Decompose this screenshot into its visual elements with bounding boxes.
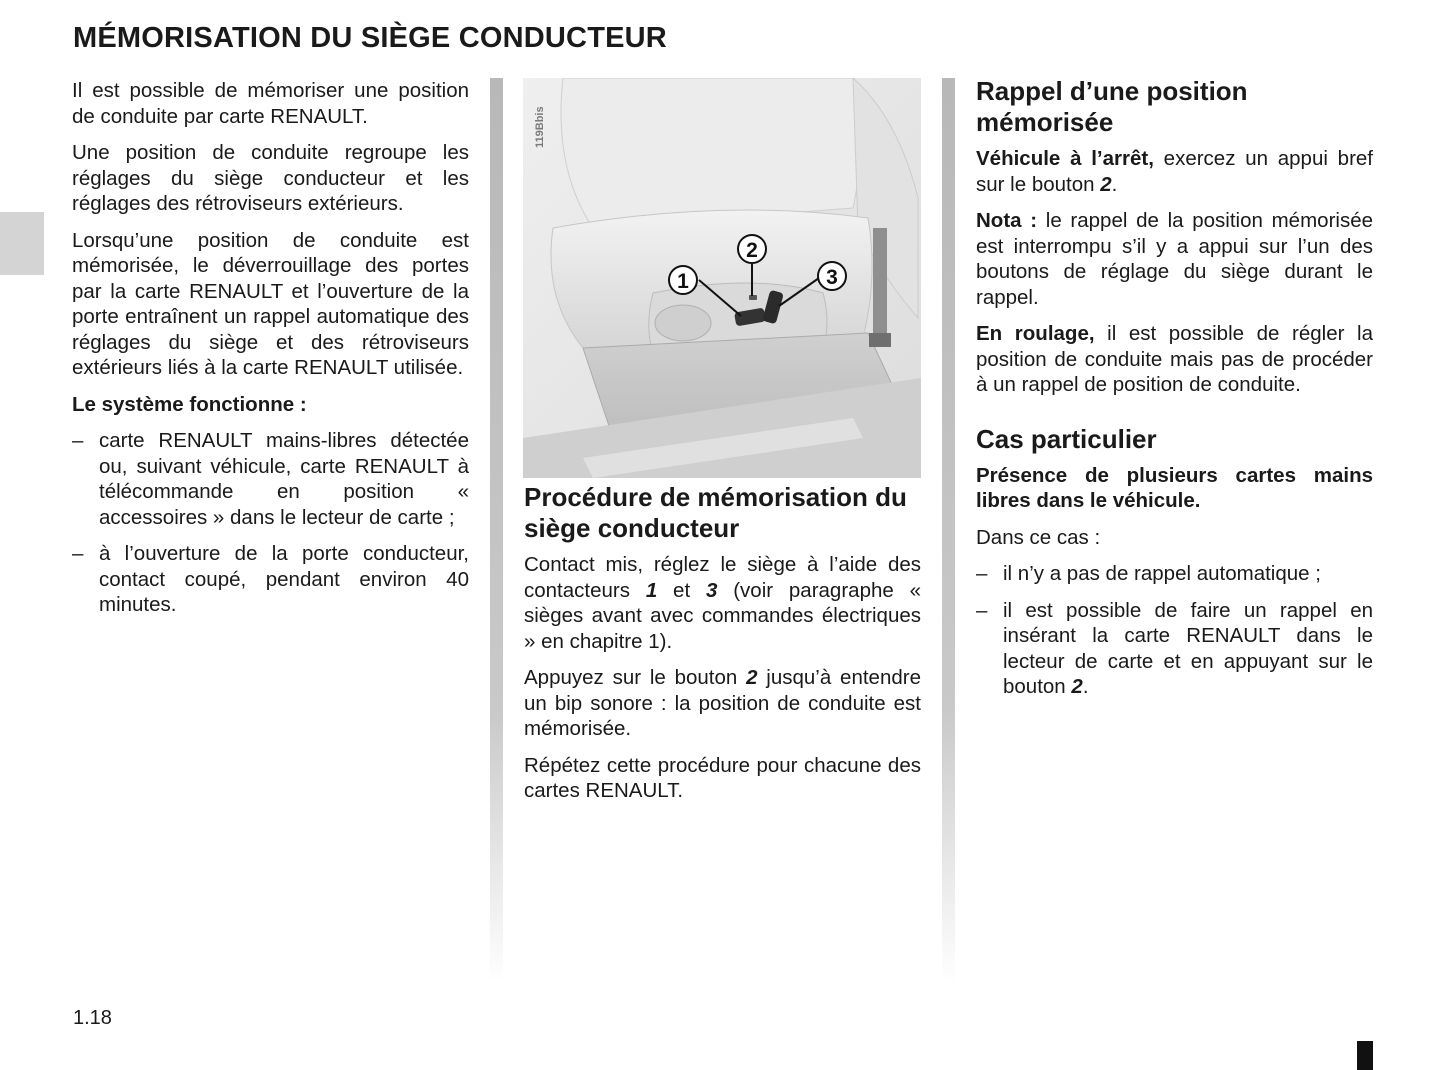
list-item [72,541,469,618]
list-item-text: il n’y a pas de rappel automatique ; [1003,562,1321,585]
callout-1-label: 1 [677,270,689,293]
procedure-step-2: Appuyez sur le bouton 2 jusqu’à entendre un bip sonore : la position de conduite est mémorisée. [524,666,921,740]
column-right [976,76,1373,711]
chapter-tab-marker [0,212,44,275]
auto-recall-paragraph: Lorsqu’une position de conduite est mémorisée, le déverrouillage des portes par la carte RENAULT et l’ouverture de la porte entraînent un rappel automatique des réglages du siège et des rétroviseurs extérieurs liés à la carte RENAULT utilisée. [72,228,469,379]
column-divider [942,78,955,983]
page-edge-marker [1357,1041,1373,1070]
list-dash: – [72,429,84,452]
seat-illustration [523,78,921,478]
special-case-bold: Présence de plusieurs cartes mains libres dans le véhicule. [976,463,1373,512]
column-middle [524,478,921,815]
list-item [976,561,1373,587]
list-item [976,598,1373,700]
procedure-step-1: Contact mis, réglez le siège à l’aide des contacteurs 1 et 3 (voir paragraphe « sièges avant avec commandes électriques » en chapitre 1). [524,553,921,653]
callout-3-label: 3 [826,266,838,289]
special-case-heading: Cas particulier [976,423,1157,454]
list-dash: – [72,542,84,565]
page-number: 1.18 [73,1007,112,1029]
recall-paragraph: Véhicule à l’arrêt, exercez un appui bref sur le bouton 2. [976,147,1373,196]
callout-2-label: 2 [746,239,758,262]
definition-paragraph: Une position de conduite regroupe les réglages du siège conducteur et les réglages des rétroviseurs extérieurs. [72,141,469,215]
special-case-intro: Dans ce cas : [976,525,1101,549]
page-title: MÉMORISATION DU SIÈGE CONDUCTEUR [73,22,667,54]
figure-code: 119Bbis [534,106,546,148]
procedure-heading: Procédure de mémorisation du siège conducteur [524,482,907,543]
driving-paragraph: En roulage, il est possible de régler la position de conduite mais pas de procéder à un rappel de position de conduite. [976,322,1373,396]
column-left [72,78,469,629]
list-dash: – [976,562,988,585]
seat-controls-figure [523,78,921,478]
list-item-text: carte RENAULT mains-libres détectée ou, suivant véhicule, carte RENAULT à télécommande en position « accessoires » dans le lecteur de carte ; [99,429,469,529]
list-item [72,428,469,530]
list-dash: – [976,598,988,622]
list-item-text: à l’ouverture de la porte conducteur, contact coupé, pendant environ 40 minutes. [99,542,469,616]
recall-heading: Rappel d’une position mémorisée [976,76,1248,137]
intro-paragraph: Il est possible de mémoriser une position de conduite par carte RENAULT. [72,79,469,128]
procedure-step-3: Répétez cette procédure pour chacune des cartes RENAULT. [524,753,921,802]
list-item-text: il est possible de faire un rappel en insérant la carte RENAULT dans le lecteur de carte et en appuyant sur le bouton 2. [1003,598,1373,698]
note-paragraph: Nota : le rappel de la position mémorisée est interrompu s’il y a appui sur l’un des boutons de réglage du siège durant le rappel. [976,209,1373,309]
system-heading: Le système fonctionne : [72,392,307,416]
column-divider [490,78,503,983]
